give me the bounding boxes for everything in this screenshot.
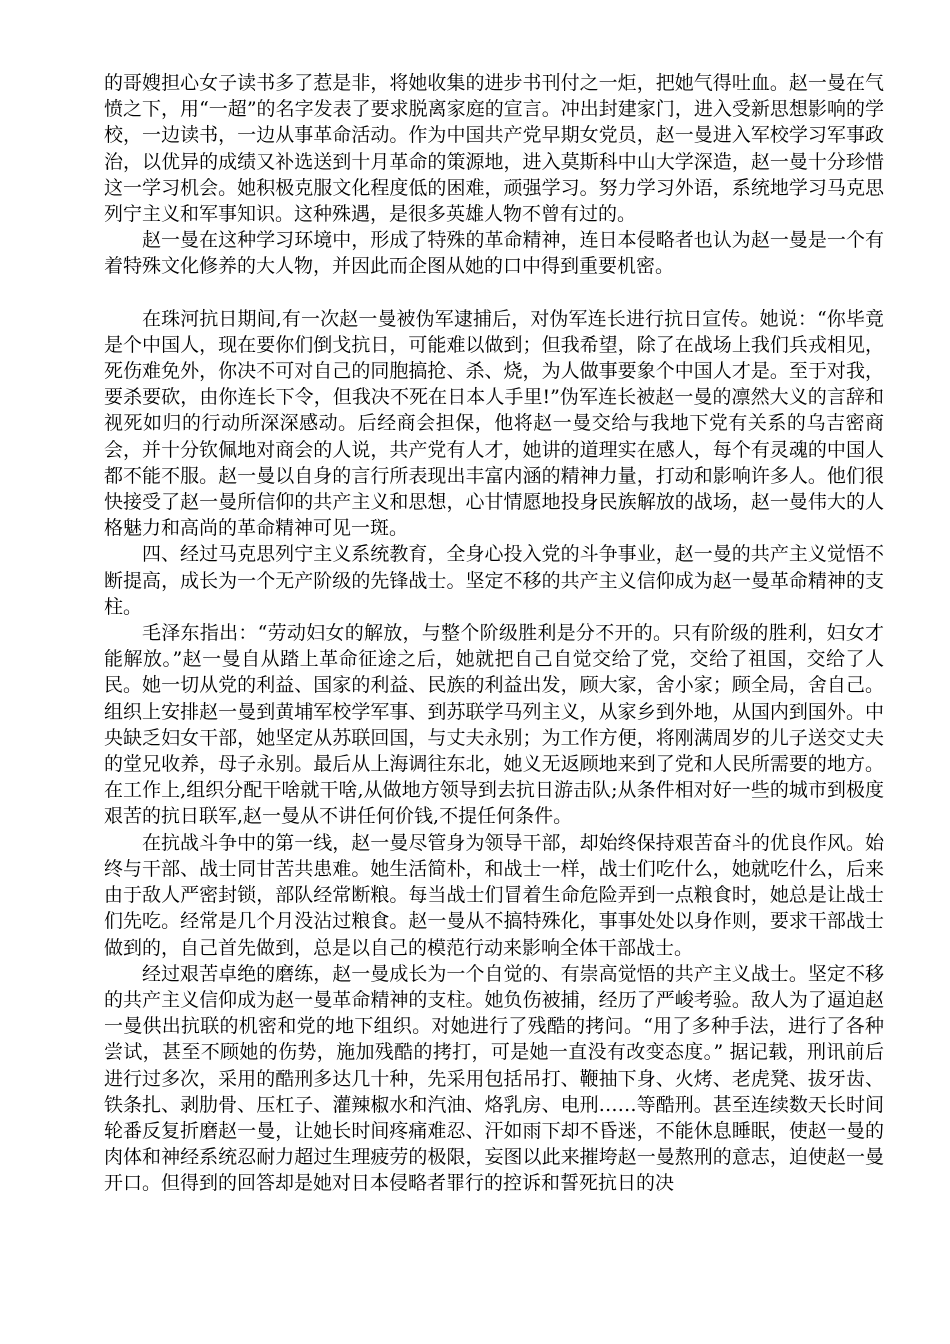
paragraph-ordeal: 经过艰苦卓绝的磨练，赵一曼成长为一个自觉的、有崇高觉悟的共产主义战士。坚定不移的共产主义信仰成为赵一曼革命精神的支柱。她负伤被捕，经历了严峻考验。敌人为了逼迫赵一曼供出抗联的机密和党的地下组织。对她进行了残酷的拷问。“用了多种手法，进行了各种尝试，甚至不顾她的伤势，施加残酷的拷打，可是她一直没有改变态度。” 据记载，刑讯前后进行过多次，采用的酷刑多达几十种，先采用包括吊打、鞭抽下身、火烤、老虎凳、拔牙齿、铁条扎、剥肋骨、压杠子、灌辣椒水和汽油、烙乳房、电刑……等酷刑。甚至连续数天长时间轮番反复折磨赵一曼，让她长时间疼痛难忍、汗如雨下却不昏迷，不能休息睡眠，使赵一曼的肉体和神经系统忍耐力超过生理疲劳的极限，妄图以此来摧垮赵一曼熬刑的意志，迫使赵一曼开口。但得到的回答却是她对日本侵略者罪行的控诉和誓死抗日的决 xyxy=(104,962,884,1195)
paragraph-frontline: 在抗战斗争中的第一线，赵一曼尽管身为领导干部，却始终保持艰苦奋斗的优良作风。始终与干部、战士同甘苦共患难。她生活简朴，和战士一样，战士们吃什么，她就吃什么，后来由于敌人严密封锁，部队经常断粮。每当战士们冒着生命危险弄到一点粮食时，她总是让战士们先吃。经常是几个月没沾过粮食。赵一曼从不搞特殊化，事事处处以身作则，要求干部战士做到的，自己首先做到，总是以自己的模范行动来影响全体干部战士。 xyxy=(104,831,884,959)
paragraph-zhuhe: 在珠河抗日期间,有一次赵一曼被伪军逮捕后，对伪军连长进行抗日宣传。她说：“你毕竟是个中国人，现在要你们倒戈抗日，可能难以做到；但我希望，除了在战场上我们兵戎相见，死伤难免外，你决不可对自己的同胞搞抢、杀、烧，为人做事要象个中国人才是。至于对我，要杀要砍，由你连长下令，但我决不死在日本人手里!”伪军连长被赵一曼的凛然大义的言辞和视死如归的行动所深深感动。后经商会担保，他将赵一曼交给与我地下党有关系的乌吉密商会，并十分钦佩地对商会的人说，共产党有人才，她讲的道理实在感人，每个有灵魂的中国人都不能不服。赵一曼以自身的言行所表现出丰富内涵的精神力量，打动和影响许多人。他们很快接受了赵一曼所信仰的共产主义和思想，心甘情愿地投身民族解放的战场，赵一曼伟大的人格魅力和高尚的革命精神可见一斑。 xyxy=(104,307,884,540)
paragraph-continued: 的哥嫂担心女子读书多了惹是非，将她收集的进步书刊付之一炬，把她气得吐血。赵一曼在气愤之下，用“一超”的名字发表了要求脱离家庭的宣言。冲出封建家门，进入受新思想影响的学校，一边读书，一边从事革命活动。作为中国共产党早期女党员，赵一曼进入军校学习军事政治，以优异的成绩又补选送到十月革命的策源地，进入莫斯科中山大学深造，赵一曼十分珍惜这一学习机会。她积极克服文化程度低的困难，顽强学习。努力学习外语，系统地学习马克思列宁主义和军事知识。这种殊遇，是很多英雄人物不曾有过的。 xyxy=(104,72,884,226)
paragraph-section-four: 四、经过马克思列宁主义系统教育，全身心投入党的斗争事业，赵一曼的共产主义觉悟不断提高，成长为一个无产阶级的先锋战士。坚定不移的共产主义信仰成为赵一曼革命精神的支柱。 xyxy=(104,543,884,618)
paragraph-learning-environment: 赵一曼在这种学习环境中，形成了特殊的革命精神，连日本侵略者也认为赵一曼是一个有着特殊文化修养的大人物，并因此而企图从她的口中得到重要机密。 xyxy=(104,229,884,278)
paragraph-mao-quote: 毛泽东指出：“劳动妇女的解放，与整个阶级胜利是分不开的。只有阶级的胜利，妇女才能解放。”赵一曼自从踏上革命征途之后，她就把自己自觉交给了党，交给了祖国，交给了人民。她一切从党的利益、国家的利益、民族的利益出发，顾大家，舍小家；顾全局，舍自己。组织上安排赵一曼到黄埔军校学军事、到苏联学马列主义，从家乡到外地，从国内到国外。中央缺乏妇女干部，她坚定从苏联回国，与丈夫永别；为工作方便，将刚满周岁的儿子送交丈夫的堂兄收养，母子永别。最后从上海调往东北，她义无返顾地来到了党和人民所需要的地方。在工作上,组织分配干啥就干啥,从做地方领导到去抗日游击队;从条件相对好一些的城市到极度艰苦的抗日联军,赵一曼从不讲任何价钱,不提任何条件。 xyxy=(104,622,884,828)
document-page xyxy=(104,70,884,1197)
